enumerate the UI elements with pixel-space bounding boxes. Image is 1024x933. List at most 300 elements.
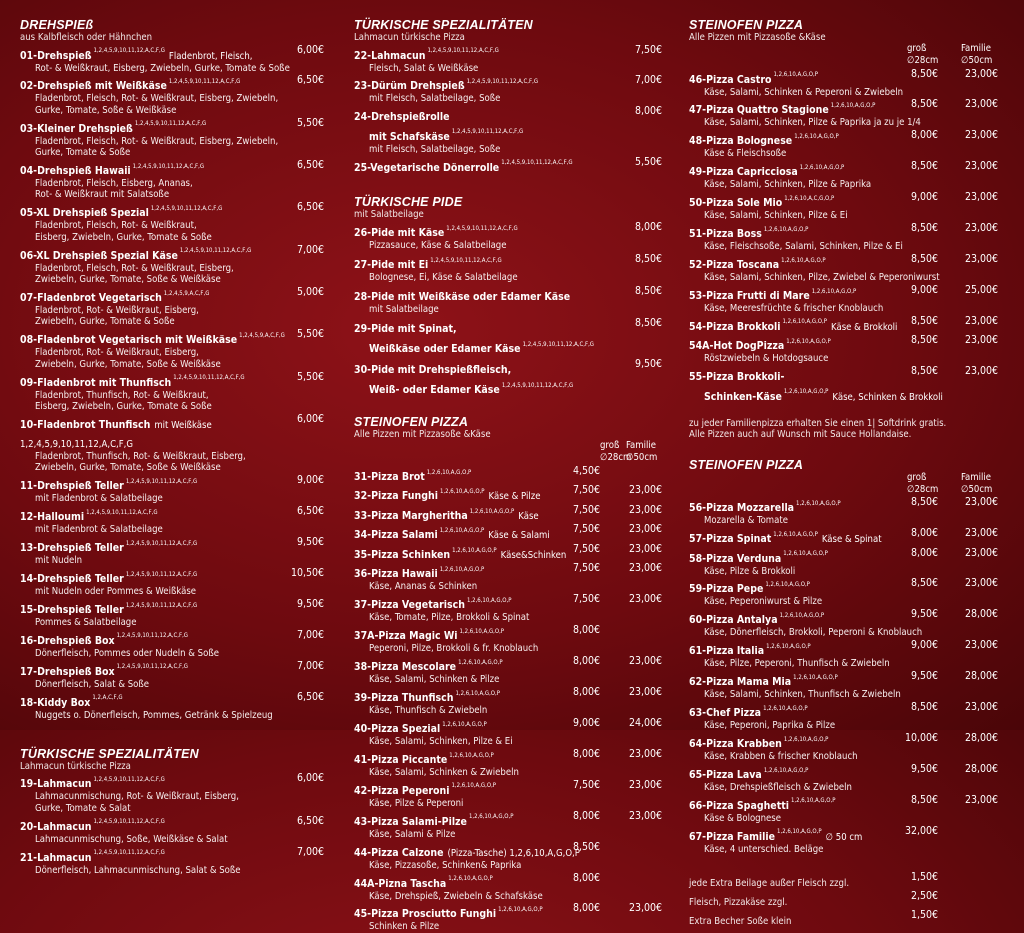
- item-price: 7,50€: [572, 593, 600, 606]
- allergen-codes: 1,2,4,5,9,A,C,F,G: [239, 331, 285, 339]
- menu-item: [689, 253, 998, 272]
- item-price: 8,00€: [572, 871, 600, 884]
- item-price: 9,50€: [296, 536, 324, 549]
- item-price: 8,00€: [572, 686, 600, 699]
- allergen-codes: 1,2,4,5,9,10,11,12,A,C,F,G: [125, 601, 198, 609]
- menu-item: [354, 779, 662, 798]
- item-price-family: 23,00€: [964, 160, 998, 173]
- allergen-codes: 1,2,6,10,A,G,O,P: [468, 813, 514, 821]
- item-price: 4,50€: [572, 464, 600, 477]
- size-large-label: groß: [907, 471, 927, 483]
- allergen-codes: 1,2,6,10,A,G,O,P: [773, 71, 819, 79]
- item-description: Dönerfleisch, Pommes oder Nudeln & Soße: [35, 647, 219, 659]
- extra-price: 1,50€: [910, 909, 938, 922]
- allergen-codes: 1,2,4,5,9,10,11,12,A,C,F,G: [93, 776, 165, 784]
- item-name: 37A-Pizza Magic Wi: [354, 630, 458, 643]
- item-price-family: 23,00€: [964, 546, 998, 559]
- menu-item: [20, 286, 324, 305]
- allergen-codes: 1,2,4,5,9,10,11,12,A,C,F,G: [116, 663, 188, 671]
- section-subtitle: aus Kalbfleisch oder Hähnchen: [20, 32, 153, 43]
- item-name: 16-Drehspieß Box: [20, 634, 115, 647]
- item-price: 8,00€: [572, 902, 600, 915]
- item-name: 54A-Hot DogPizza: [689, 340, 785, 353]
- item-name: 10-Fladenbrot Thunfisch: [20, 418, 151, 431]
- item-price: 8,50€: [910, 67, 938, 80]
- item-price-family: 23,00€: [964, 793, 998, 806]
- item-price: 10,00€: [904, 732, 938, 744]
- menu-item: [689, 68, 998, 87]
- menu-item: [20, 413, 324, 451]
- item-name: 66-Pizza Spaghetti: [689, 799, 789, 812]
- item-price: 8,50€: [910, 496, 938, 509]
- item-description: Lahmacunmischung, Rot- & Weißkraut, Eisberg,: [35, 791, 239, 803]
- item-price-family: 24,00€: [628, 716, 662, 729]
- item-description: Fladenbrot, Fleisch, Rot- & Weißkraut,: [35, 220, 197, 232]
- allergen-codes: 1,2,4,5,9,10,11,12,A,C,F,G: [93, 818, 165, 826]
- item-description: Fladenbrot, Rot- & Weißkraut, Eisberg,: [35, 347, 199, 359]
- item-price: 8,00€: [572, 809, 600, 822]
- item-name: 63-Chef Pizza: [689, 707, 762, 720]
- item-price: 9,00€: [296, 474, 324, 487]
- size-large-label: groß: [600, 440, 620, 452]
- item-description: Käse, Drehspieß, Zwiebeln & Schafskäse: [369, 890, 543, 902]
- item-name: 49-Pizza Capricciosa: [689, 166, 798, 179]
- allergen-codes: 1,2,6,10,A,G,O,P: [777, 828, 822, 836]
- item-price-family: 23,00€: [628, 562, 662, 575]
- allergen-codes: 1,2,4,5,9,A,C,F,G: [163, 289, 210, 297]
- item-price: 8,50€: [910, 160, 938, 173]
- menu-item: [20, 598, 324, 617]
- item-name: 09-Fladenbrot mit Thunfisch: [20, 376, 172, 389]
- item-description: Käse, Pilze & Peperoni: [369, 797, 464, 809]
- menu-item: [689, 577, 998, 596]
- item-price: 7,00€: [296, 628, 324, 641]
- item-price: 8,00€: [572, 624, 600, 637]
- item-description: Käse, Krabben & frischer Knoblauch: [704, 751, 858, 762]
- item-name: 21-Lahmacun: [20, 851, 92, 864]
- size-family-diameter: ∅50cm: [626, 452, 658, 464]
- allergen-codes: 1,2,A,C,F,G: [92, 694, 123, 702]
- item-price-family: 23,00€: [964, 191, 998, 204]
- item-description: Fladenbrot, Fleisch, Rot- & Weißkraut, Eisberg, Zwiebeln,: [35, 93, 279, 105]
- extra-text: jede Extra Beilage außer Fleisch zzgl.: [689, 878, 850, 890]
- item-description: Käse, Salami, Schinken, Pilze & Ei: [704, 210, 848, 222]
- item-name: 18-Kiddy Box: [20, 696, 91, 709]
- item-description: Rot- & Weißkraut, Eisberg, Zwiebeln, Gurke, Tomate & Soße: [35, 62, 290, 74]
- item-name: 20-Lahmacun: [20, 820, 92, 833]
- menu-item: [689, 496, 998, 515]
- item-price: 8,00€: [634, 105, 662, 118]
- allergen-codes: 1,2,6,10,A,G,O,P: [794, 132, 839, 140]
- item-price: 8,50€: [910, 701, 938, 714]
- extras-list: [689, 871, 998, 928]
- size-family-label: Familie: [961, 471, 991, 483]
- item-name: 44-Pizza Calzone: [354, 846, 444, 859]
- menu-item: [354, 44, 662, 63]
- allergen-codes: 1,2,6,10,A,G,O,P: [783, 735, 829, 743]
- allergen-codes: 1,2,4,5,9,10,11,12,A,C,F,G: [93, 849, 165, 857]
- item-name: 01-Drehspieß: [20, 49, 92, 62]
- item-price: 6,00€: [296, 43, 324, 56]
- allergen-codes: 1,2,6,10,A,G,O,P: [458, 658, 503, 666]
- item-description: Käse, Salami, Schinken & Pilze: [369, 674, 500, 686]
- item-name: 15-Drehspieß Teller: [20, 603, 124, 616]
- allergen-codes: 1,2,6,10,A,G,O,P: [459, 627, 505, 635]
- item-price: 9,00€: [910, 639, 938, 652]
- item-price-family: 23,00€: [628, 503, 662, 516]
- section-subtitle: mit Salatbeilage: [354, 208, 424, 220]
- menu-item: [354, 686, 662, 705]
- item-description: Käse, Pilze, Peperoni, Thunfisch & Zwiebeln: [704, 658, 890, 670]
- item-price: 8,00€: [910, 546, 938, 559]
- item-description: Käse, Salami & Pilze: [369, 828, 456, 840]
- extra-row: [689, 909, 998, 928]
- menu-item: [689, 670, 998, 689]
- item-name: 60-Pizza Antalya: [689, 614, 778, 627]
- item-price-family: 23,00€: [628, 809, 662, 822]
- item-price: 9,50€: [910, 670, 938, 683]
- item-description: Käse, Dönerfleisch, Brokkoli, Peperoni & Knoblauch: [704, 627, 923, 639]
- allergen-codes: 1,2,6,10,A,G,O,P: [763, 766, 809, 774]
- item-price: 7,50€: [572, 503, 600, 516]
- item-name: 65-Pizza Lava: [689, 768, 762, 781]
- item-name: 35-Pizza Schinken: [354, 548, 451, 561]
- item-price-family: 23,00€: [964, 639, 998, 652]
- allergen-codes: 1,2,6,10,A,G,O,P: [766, 642, 811, 650]
- allergen-codes: 1,2,6,10,A,G,O,P: [763, 704, 808, 712]
- menu-item: [354, 465, 662, 484]
- item-price-family: 25,00€: [964, 283, 998, 296]
- family-note: [689, 418, 998, 440]
- menu-item: [354, 317, 662, 336]
- extra-row: [689, 871, 998, 890]
- item-description: Käse & Bolognese: [704, 812, 781, 824]
- item-name: 29-Pide mit Spinat,: [354, 322, 457, 335]
- menu-item: [20, 201, 324, 220]
- item-description: Eisberg, Zwiebeln, Gurke, Tomate & Soße: [35, 401, 212, 412]
- section-subtitle: Lahmacun türkische Pizza: [354, 32, 465, 43]
- item-name: 28-Pide mit Weißkäse oder Edamer Käse: [354, 291, 571, 304]
- menu-item: [20, 328, 324, 347]
- item-extra: Käse & Pilze: [488, 491, 541, 503]
- item-price: 5,50€: [296, 370, 324, 383]
- section-subtitle: Alle Pizzen mit Pizzasoße &Käse: [689, 32, 826, 43]
- menu-item: [20, 536, 324, 555]
- menu-item: [689, 284, 998, 303]
- item-description: mit Nudeln oder Pommes & Weißkäse: [35, 585, 197, 597]
- extra-text: Fleisch, Pizzakäse zzgl.: [689, 897, 788, 909]
- item-name: 40-Pizza Spezial: [354, 722, 441, 735]
- item-price-family: 23,00€: [964, 252, 998, 265]
- section-subtitle: Alle Pizzen mit Pizzasoße &Käse: [354, 429, 491, 441]
- item-description: mit Nudeln: [35, 555, 83, 567]
- menu-item: [354, 902, 662, 921]
- item-name: 31-Pizza Brot: [354, 470, 425, 483]
- item-name: 13-Drehspieß Teller: [20, 542, 124, 555]
- price-header-size: [689, 55, 998, 67]
- item-description: Käse, Meeresfrüchte & frischer Knoblauch: [704, 302, 884, 314]
- column-left: [20, 0, 324, 876]
- item-price-family: 23,00€: [628, 484, 662, 497]
- item-price-family: 23,00€: [628, 523, 662, 536]
- section-title: TÜRKISCHE PIDE: [354, 194, 463, 209]
- extra-row: [689, 890, 998, 909]
- item-description: Käse, Salami, Schinken, Pilze & Paprika: [704, 179, 872, 191]
- item-price: 8,50€: [634, 316, 662, 329]
- item-extra: (Pizza-Tasche) 1,2,6,10,A,G,O,P: [447, 847, 580, 859]
- section-title: TÜRKISCHE SPEZIALITÄTEN: [354, 18, 533, 32]
- menu-item: [20, 815, 324, 834]
- menu-item: [20, 691, 324, 710]
- allergen-codes: 1,2,6,10,A,C,G,O,P: [784, 194, 835, 202]
- item-price: 8,50€: [634, 285, 662, 298]
- item-description: mit Salatbeilage: [369, 304, 439, 316]
- extra-price: 2,50€: [910, 890, 938, 903]
- menu-item: [20, 371, 324, 390]
- menu-item: [689, 129, 998, 148]
- item-price: 6,50€: [296, 814, 324, 827]
- item-name: 44A-Pizna Tascha: [354, 877, 447, 890]
- item-price: 7,50€: [572, 562, 600, 575]
- item-name: 04-Drehspieß Hawaii: [20, 165, 131, 178]
- menu-item: [689, 701, 998, 720]
- item-description: Gurke, Tomate & Soße: [35, 147, 131, 159]
- item-price-family: 23,00€: [964, 98, 998, 111]
- allergen-codes: 1,2,4,5,9,10,11,12,A,C,F,G: [179, 247, 252, 255]
- allergen-codes: 1,2,4,5,9,10,11,12,A,C,F,G: [501, 382, 574, 390]
- item-extra: Fladenbrot, Fleisch,: [168, 50, 253, 62]
- section-title: STEINOFEN PIZZA: [689, 457, 804, 472]
- item-name: 30-Pide mit Drehspießfleisch,: [354, 363, 512, 376]
- menu-item: [689, 608, 998, 627]
- column-right: [689, 0, 998, 928]
- item-description: Käse, 4 unterschied. Beläge: [704, 843, 824, 855]
- allergen-codes: 1,2,6,10,A,G,O,P: [442, 720, 487, 728]
- item-price-family: 23,00€: [964, 334, 998, 347]
- item-price: 9,50€: [296, 597, 324, 610]
- allergen-codes: 1,2,6,10,A,G,O,P: [799, 163, 845, 171]
- price-header: [689, 43, 998, 55]
- item-name: 32-Pizza Funghi: [354, 490, 438, 503]
- item-name: 19-Lahmacun: [20, 778, 92, 791]
- allergen-codes: 1,2,6,10,A,G,O,P: [783, 550, 828, 558]
- allergen-codes: 1,2,4,5,9,10,11,12,A,C,F,G: [93, 47, 165, 55]
- item-price-family: 23,00€: [628, 686, 662, 699]
- menu-item: [354, 810, 662, 829]
- item-price: 8,50€: [910, 334, 938, 347]
- menu-item: [689, 191, 998, 210]
- item-price: 8,50€: [910, 314, 938, 327]
- item-name: 36-Pizza Hawaii: [354, 568, 438, 581]
- item-price: 8,50€: [634, 253, 662, 266]
- item-price: 7,50€: [572, 484, 600, 497]
- item-price: 8,00€: [572, 655, 600, 668]
- item-price: 5,50€: [296, 116, 324, 129]
- item-price: 6,50€: [296, 690, 324, 703]
- menu-item: [689, 639, 998, 658]
- allergen-codes: 1,2,4,5,9,10,11,12,A,C,F,G: [125, 477, 198, 485]
- menu-item: [20, 772, 324, 791]
- menu-item: [354, 221, 662, 240]
- menu-item: [689, 763, 998, 782]
- size-family-diameter: ∅50cm: [961, 55, 993, 66]
- item-price: 6,00€: [296, 412, 324, 425]
- item-price: 8,50€: [910, 98, 938, 111]
- menu-item: [354, 504, 662, 523]
- item-name: 59-Pizza Pepe: [689, 583, 764, 596]
- menu-item: [354, 378, 662, 397]
- item-name: 39-Pizza Thunfisch: [354, 692, 454, 705]
- item-description: Röstzwiebeln & Hotdogsauce: [704, 353, 829, 365]
- menu-item: [354, 562, 662, 581]
- menu-item: [689, 825, 998, 844]
- item-description: Eisberg, Zwiebeln, Gurke, Tomate & Soße: [35, 231, 212, 243]
- allergen-codes: 1,2,4,5,9,10,11,12,A,C,F,G: [125, 570, 198, 578]
- menu-item: [354, 105, 662, 124]
- allergen-codes: 1,2,6,10,A,G,O,P: [440, 488, 485, 496]
- menu-item: [689, 334, 998, 353]
- allergen-codes: 1,2,4,5,9,10,11,12,A,C,F,G: [427, 47, 499, 55]
- item-name: 05-XL Drehspieß Spezial: [20, 207, 149, 220]
- item-description: Schinken & Pilze: [369, 921, 440, 933]
- menu-item: [354, 74, 662, 93]
- section-title: STEINOFEN PIZZA: [689, 18, 804, 32]
- allergen-codes: 1,2,6,10,A,G,O,P: [466, 597, 512, 605]
- allergen-codes: 1,2,6,10,A,G,O,P: [786, 337, 831, 345]
- item-price: 5,50€: [296, 328, 324, 341]
- allergen-codes: 1,2,4,5,9,10,11,12,A,C,F,G: [501, 159, 573, 167]
- menu-item: [354, 717, 662, 736]
- item-extra: Käse & Salami: [488, 530, 550, 542]
- item-name: 12-Halloumi: [20, 511, 85, 524]
- menu-item: [689, 365, 998, 384]
- item-extra: ∅ 50 cm: [825, 831, 863, 843]
- item-name: mit Schafskäse: [369, 130, 450, 143]
- size-family-label: Familie: [626, 440, 656, 452]
- item-description: Fladenbrot, Fleisch, Rot- & Weißkraut, Eisberg, Zwiebeln,: [35, 135, 279, 147]
- allergen-codes: 1,2,4,5,9,10,11,12,A,C,F,G: [86, 508, 158, 516]
- item-price-family: 23,00€: [964, 577, 998, 590]
- item-name: 56-Pizza Mozzarella: [689, 502, 795, 515]
- menu-item: [354, 543, 662, 562]
- allergen-codes: 1,2,4,5,9,10,11,12,A,C,F,G: [522, 341, 594, 349]
- menu-item: [354, 593, 662, 612]
- item-description: mit Fleisch, Salatbeilage, Soße: [369, 93, 501, 105]
- item-name: 11-Drehspieß Teller: [20, 480, 124, 493]
- price-header-size: [354, 452, 662, 464]
- item-name: 02-Drehspieß mit Weißkäse: [20, 80, 167, 93]
- menu-item: [689, 315, 998, 334]
- item-description: Fladenbrot, Fleisch, Rot- & Weißkraut, Eisberg,: [35, 262, 234, 274]
- menu-item: [689, 385, 998, 404]
- item-name: Weißkäse oder Edamer Käse: [369, 343, 521, 356]
- item-price-family: 23,00€: [964, 527, 998, 540]
- menu-item: [20, 567, 324, 586]
- size-family-label: Familie: [961, 43, 991, 54]
- item-price-family: 23,00€: [964, 365, 998, 378]
- allergen-codes: 1,2,6,10,A,G,O,P: [796, 499, 841, 507]
- item-price: 9,00€: [910, 191, 938, 204]
- item-name: 06-XL Drehspieß Spezial Käse: [20, 249, 178, 262]
- item-description: Gurke, Tomate, Soße & Weißkäse: [35, 104, 177, 116]
- menu-item: [20, 629, 324, 648]
- item-name: 26-Pide mit Käse: [354, 227, 445, 240]
- item-description: Käse, Drehspießfleisch & Zwiebeln: [704, 781, 852, 793]
- item-extra: Käse & Spinat: [821, 534, 882, 546]
- item-description: Peperoni, Pilze, Brokkoli & fr. Knoblauch: [369, 643, 539, 655]
- size-large-diameter: ∅28cm: [907, 483, 939, 495]
- allergen-codes: 1,2,6,10,A,G,O,P: [469, 507, 515, 515]
- item-description: Käse & Fleischsoße: [704, 148, 787, 160]
- item-price-family: 23,00€: [964, 701, 998, 714]
- item-price-family: 23,00€: [964, 67, 998, 80]
- allergen-codes: 1,2,4,5,9,10,11,12,A,C,F,G: [116, 632, 188, 640]
- item-price-family: 23,00€: [964, 129, 998, 142]
- item-description: Käse, Peperoniwurst & Pilze: [704, 596, 823, 608]
- item-description: Käse, Salami, Schinken & Zwiebeln: [369, 766, 519, 778]
- item-price: 9,50€: [910, 608, 938, 621]
- item-price: 7,00€: [296, 243, 324, 256]
- item-description: Käse, Salami, Schinken, Pilze, Zwiebel & Peperoniwurst: [704, 271, 940, 283]
- item-name: 50-Pizza Sole Mio: [689, 197, 783, 210]
- menu-item: [354, 523, 662, 542]
- item-description: Käse, Salami, Schinken & Peperoni & Zwiebeln: [704, 86, 904, 98]
- item-description: Käse, Fleischsoße, Salami, Schinken, Pilze & Ei: [704, 241, 903, 253]
- item-name: 17-Drehspieß Box: [20, 665, 115, 678]
- menu-item: [354, 125, 662, 144]
- item-price-family: 23,00€: [628, 902, 662, 915]
- allergen-codes: 1,2,6,10,A,G,O,P: [790, 797, 836, 805]
- item-price: 6,50€: [296, 159, 324, 172]
- item-price-family: 23,00€: [964, 222, 998, 235]
- item-description: Zwiebeln, Gurke, Tomate & Soße: [35, 316, 175, 328]
- item-price: 9,50€: [910, 762, 938, 775]
- menu-item: [20, 159, 324, 178]
- item-description: Fleisch, Salat & Weißkäse: [369, 62, 479, 74]
- item-description: Käse, Salami, Schinken, Pilze & Paprika ja zu je 1/4: [704, 117, 921, 129]
- item-description: Gurke, Tomate & Salat: [35, 802, 131, 814]
- allergen-codes: 1,2,6,10,A,G,O,P: [452, 546, 497, 554]
- item-price-family: 23,00€: [628, 593, 662, 606]
- item-description: Mozarella & Tomate: [704, 515, 788, 527]
- item-price: 6,50€: [296, 505, 324, 518]
- menu-item: [354, 337, 662, 356]
- price-header: [354, 440, 662, 452]
- item-price: 32,00€: [904, 824, 938, 837]
- menu-item: [354, 748, 662, 767]
- allergen-codes: 1,2,4,5,9,10,11,12,A,C,F,G: [168, 78, 241, 86]
- item-name: 24-Drehspießrolle: [354, 111, 450, 124]
- item-name: 58-Pizza Verduna: [689, 552, 782, 565]
- menu-item: [20, 474, 324, 493]
- price-header-size: [689, 484, 998, 496]
- item-price: 7,50€: [572, 778, 600, 791]
- allergen-codes: 1,2,4,5,9,10,11,12,A,C,F,G: [134, 120, 207, 128]
- item-extra: Käse&Schinken: [500, 549, 567, 561]
- item-description: Bolognese, Ei, Käse & Salatbeilage: [369, 272, 518, 284]
- allergen-codes: 1,2,6,10,A,G,O,P: [448, 875, 493, 883]
- item-price: 7,50€: [572, 542, 600, 555]
- item-price: 7,00€: [296, 659, 324, 672]
- item-name: 34-Pizza Salami: [354, 529, 438, 542]
- allergen-codes: 1,2,4,5,9,10,11,12,A,C,F,G: [430, 256, 502, 264]
- item-name: Weiß- oder Edamer Käse: [369, 384, 500, 397]
- menu-item: [20, 117, 324, 136]
- item-price-family: 23,00€: [628, 655, 662, 668]
- item-price: 8,00€: [910, 129, 938, 142]
- item-price: 5,00€: [296, 285, 324, 298]
- item-price-family: 23,00€: [628, 747, 662, 760]
